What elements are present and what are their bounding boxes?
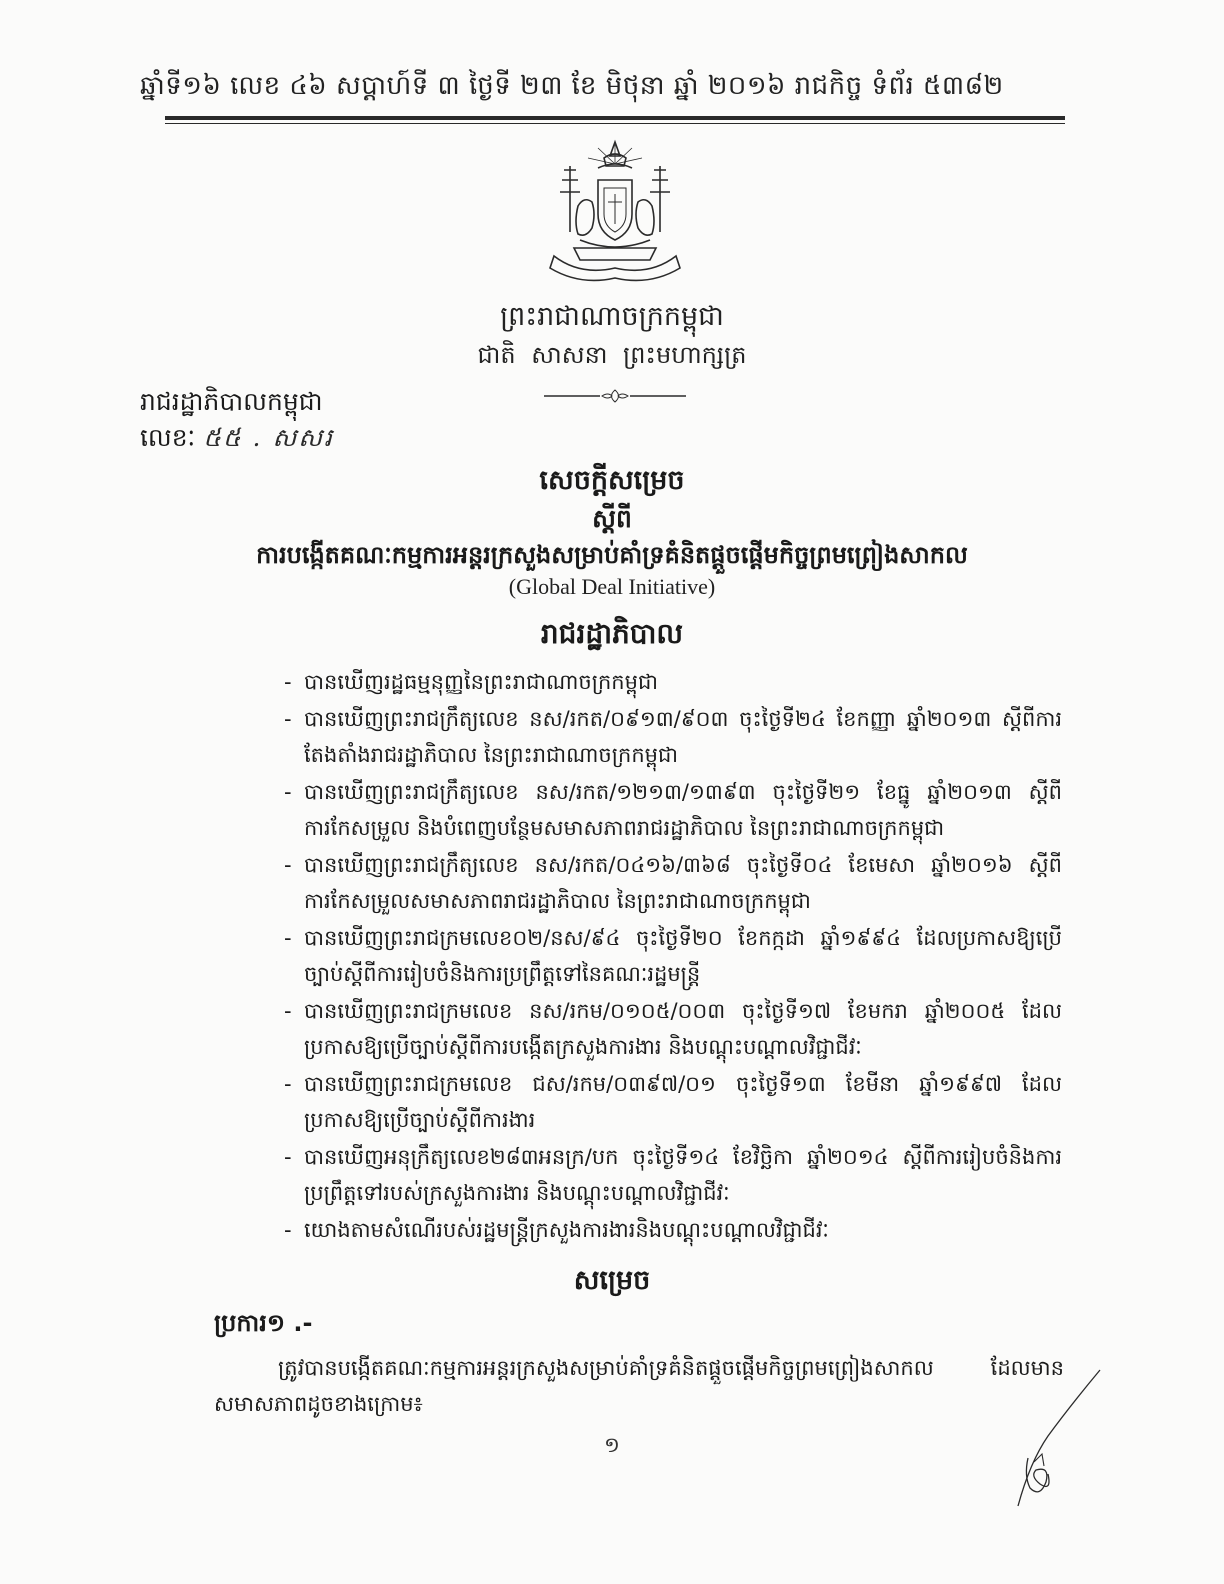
royal-coat-of-arms-emblem bbox=[540, 136, 690, 286]
consideration-item: - យោងតាមសំណើរបស់រដ្ឋមន្ត្រីក្រសួងការងារនិងបណ្តុះបណ្តាលវិជ្ជាជីវៈ bbox=[282, 1212, 1062, 1249]
decision-title: សេចក្តីសម្រេច bbox=[539, 465, 685, 496]
article-body: ត្រូវបានបង្កើតគណៈកម្មការអន្តរក្រសួងសម្រាប់គាំទ្រគំនិតផ្តួចផ្តើមកិច្ចព្រមព្រៀងសាកល ដែលមានសមាសភាពដូចខាងក្រោម៖ bbox=[214, 1356, 1064, 1416]
gazette-header: ឆ្នាំទី១៦ លេខ ៤៦ សប្តាហ៍ទី ៣ ថ្ងៃទី ២៣ ខែ មិថុនា ឆ្នាំ ២០១៦ រាជកិច្ច ទំព័រ ៥៣៨២ bbox=[140, 71, 1004, 101]
consideration-item: - បានឃើញព្រះរាជក្រឹត្យលេខ នស/រកត/០៩១៣/៩០៣ ចុះថ្ងៃទី២៤ ខែកញ្ញា ឆ្នាំ២០១៣ ស្តីពីការតែងតាំងរាជរដ្ឋាភិបាល នៃព្រះរាជាណាចក្រកម្ពុជា bbox=[282, 701, 1062, 774]
national-motto: ជាតិ សាសនា ព្រះមហាក្សត្រ bbox=[477, 341, 747, 369]
document-number-value: ៥៥ . សសរ bbox=[203, 423, 334, 452]
decision-subject: ការបង្កើតគណៈកម្មការអន្តរក្រសួងសម្រាប់គាំទ្រគំនិតផ្តួចផ្តើមកិច្ចព្រមព្រៀងសាកល bbox=[256, 541, 968, 569]
considerations-list bbox=[282, 664, 1062, 1248]
consideration-item: - បានឃើញព្រះរាជក្រឹត្យលេខ នស/រកត/១២១៣/១៣៩៣ ចុះថ្ងៃទី២១ ខែធ្នូ ឆ្នាំ២០១៣ ស្តីពីការកែសម្រួល និងបំពេញបន្ថែមសមាសភាពរាជរដ្ឋាភិបាល នៃព្រះរាជាណាចក្រកម្ពុជា bbox=[282, 774, 1062, 847]
consideration-item: - បានឃើញព្រះរាជក្រឹត្យលេខ នស/រកត/០៤១៦/៣៦៨ ចុះថ្ងៃទី០៤ ខែមេសា ឆ្នាំ២០១៦ ស្តីពីការកែសម្រួលសមាសភាពរាជរដ្ឋាភិបាល នៃព្រះរាជាណាចក្រកម្ពុជា bbox=[282, 847, 1062, 920]
consideration-item: - បានឃើញព្រះរាជក្រមលេខ០២/នស/៩៤ ចុះថ្ងៃទី២០ ខែកក្កដា ឆ្នាំ១៩៩៤ ដែលប្រកាសឱ្យប្រើច្បាប់ស្តីពីការរៀបចំនិងការប្រព្រឹត្តទៅនៃគណៈរដ្ឋមន្ត្រី bbox=[282, 920, 1062, 993]
kingdom-name: ព្រះរាជាណាចក្រកម្ពុជា bbox=[500, 301, 724, 332]
consideration-item: - បានឃើញព្រះរាជក្រមលេខ ជស/រកម/០៣៩៧/០១ ចុះថ្ងៃទី១៣ ខែមីនា ឆ្នាំ១៩៩៧ ដែលប្រកាសឱ្យប្រើច្បាប់ស្តីពីការងារ bbox=[282, 1066, 1062, 1139]
page-number: ១ bbox=[604, 1433, 620, 1457]
header-rule bbox=[165, 116, 1065, 120]
consideration-item: - បានឃើញអនុក្រឹត្យលេខ២៨៣អនក្រ/បក ចុះថ្ងៃទី១៤ ខែវិច្ឆិកា ឆ្នាំ២០១៤ ស្តីពីការរៀបចំនិងការប្រព្រឹត្តទៅរបស់ក្រសួងការងារ និងបណ្តុះបណ្តាលវិជ្ជាជីវៈ bbox=[282, 1139, 1062, 1212]
decision-subject-english: (Global Deal Initiative) bbox=[508, 574, 716, 599]
document-number-label: លេខៈ bbox=[140, 423, 196, 452]
header-rule-thin bbox=[165, 123, 1065, 124]
consideration-item: - បានឃើញរដ្ឋធម្មនុញ្ញនៃព្រះរាជាណាចក្រកម្ពុជា bbox=[282, 664, 1062, 701]
consideration-item: - បានឃើញព្រះរាជក្រមលេខ នស/រកម/០១០៥/០០៣ ចុះថ្ងៃទី១៧ ខែមករា ឆ្នាំ២០០៥ ដែលប្រកាសឱ្យប្រើច្បាប់ស្តីពីការបង្កើតក្រសួងការងារ និងបណ្តុះបណ្តាលវិជ្ជាជីវៈ bbox=[282, 993, 1062, 1066]
decide-heading: សម្រេច bbox=[573, 1265, 651, 1296]
article-label: ប្រការ១ .- bbox=[214, 1309, 313, 1337]
issuing-authority: រាជរដ្ឋាភិបាលកម្ពុជា bbox=[140, 387, 323, 416]
government-heading: រាជរដ្ឋាភិបាល bbox=[540, 617, 684, 650]
about-label: ស្តីពី bbox=[592, 504, 632, 533]
divider-ornament bbox=[540, 388, 690, 404]
document-number bbox=[140, 420, 334, 456]
